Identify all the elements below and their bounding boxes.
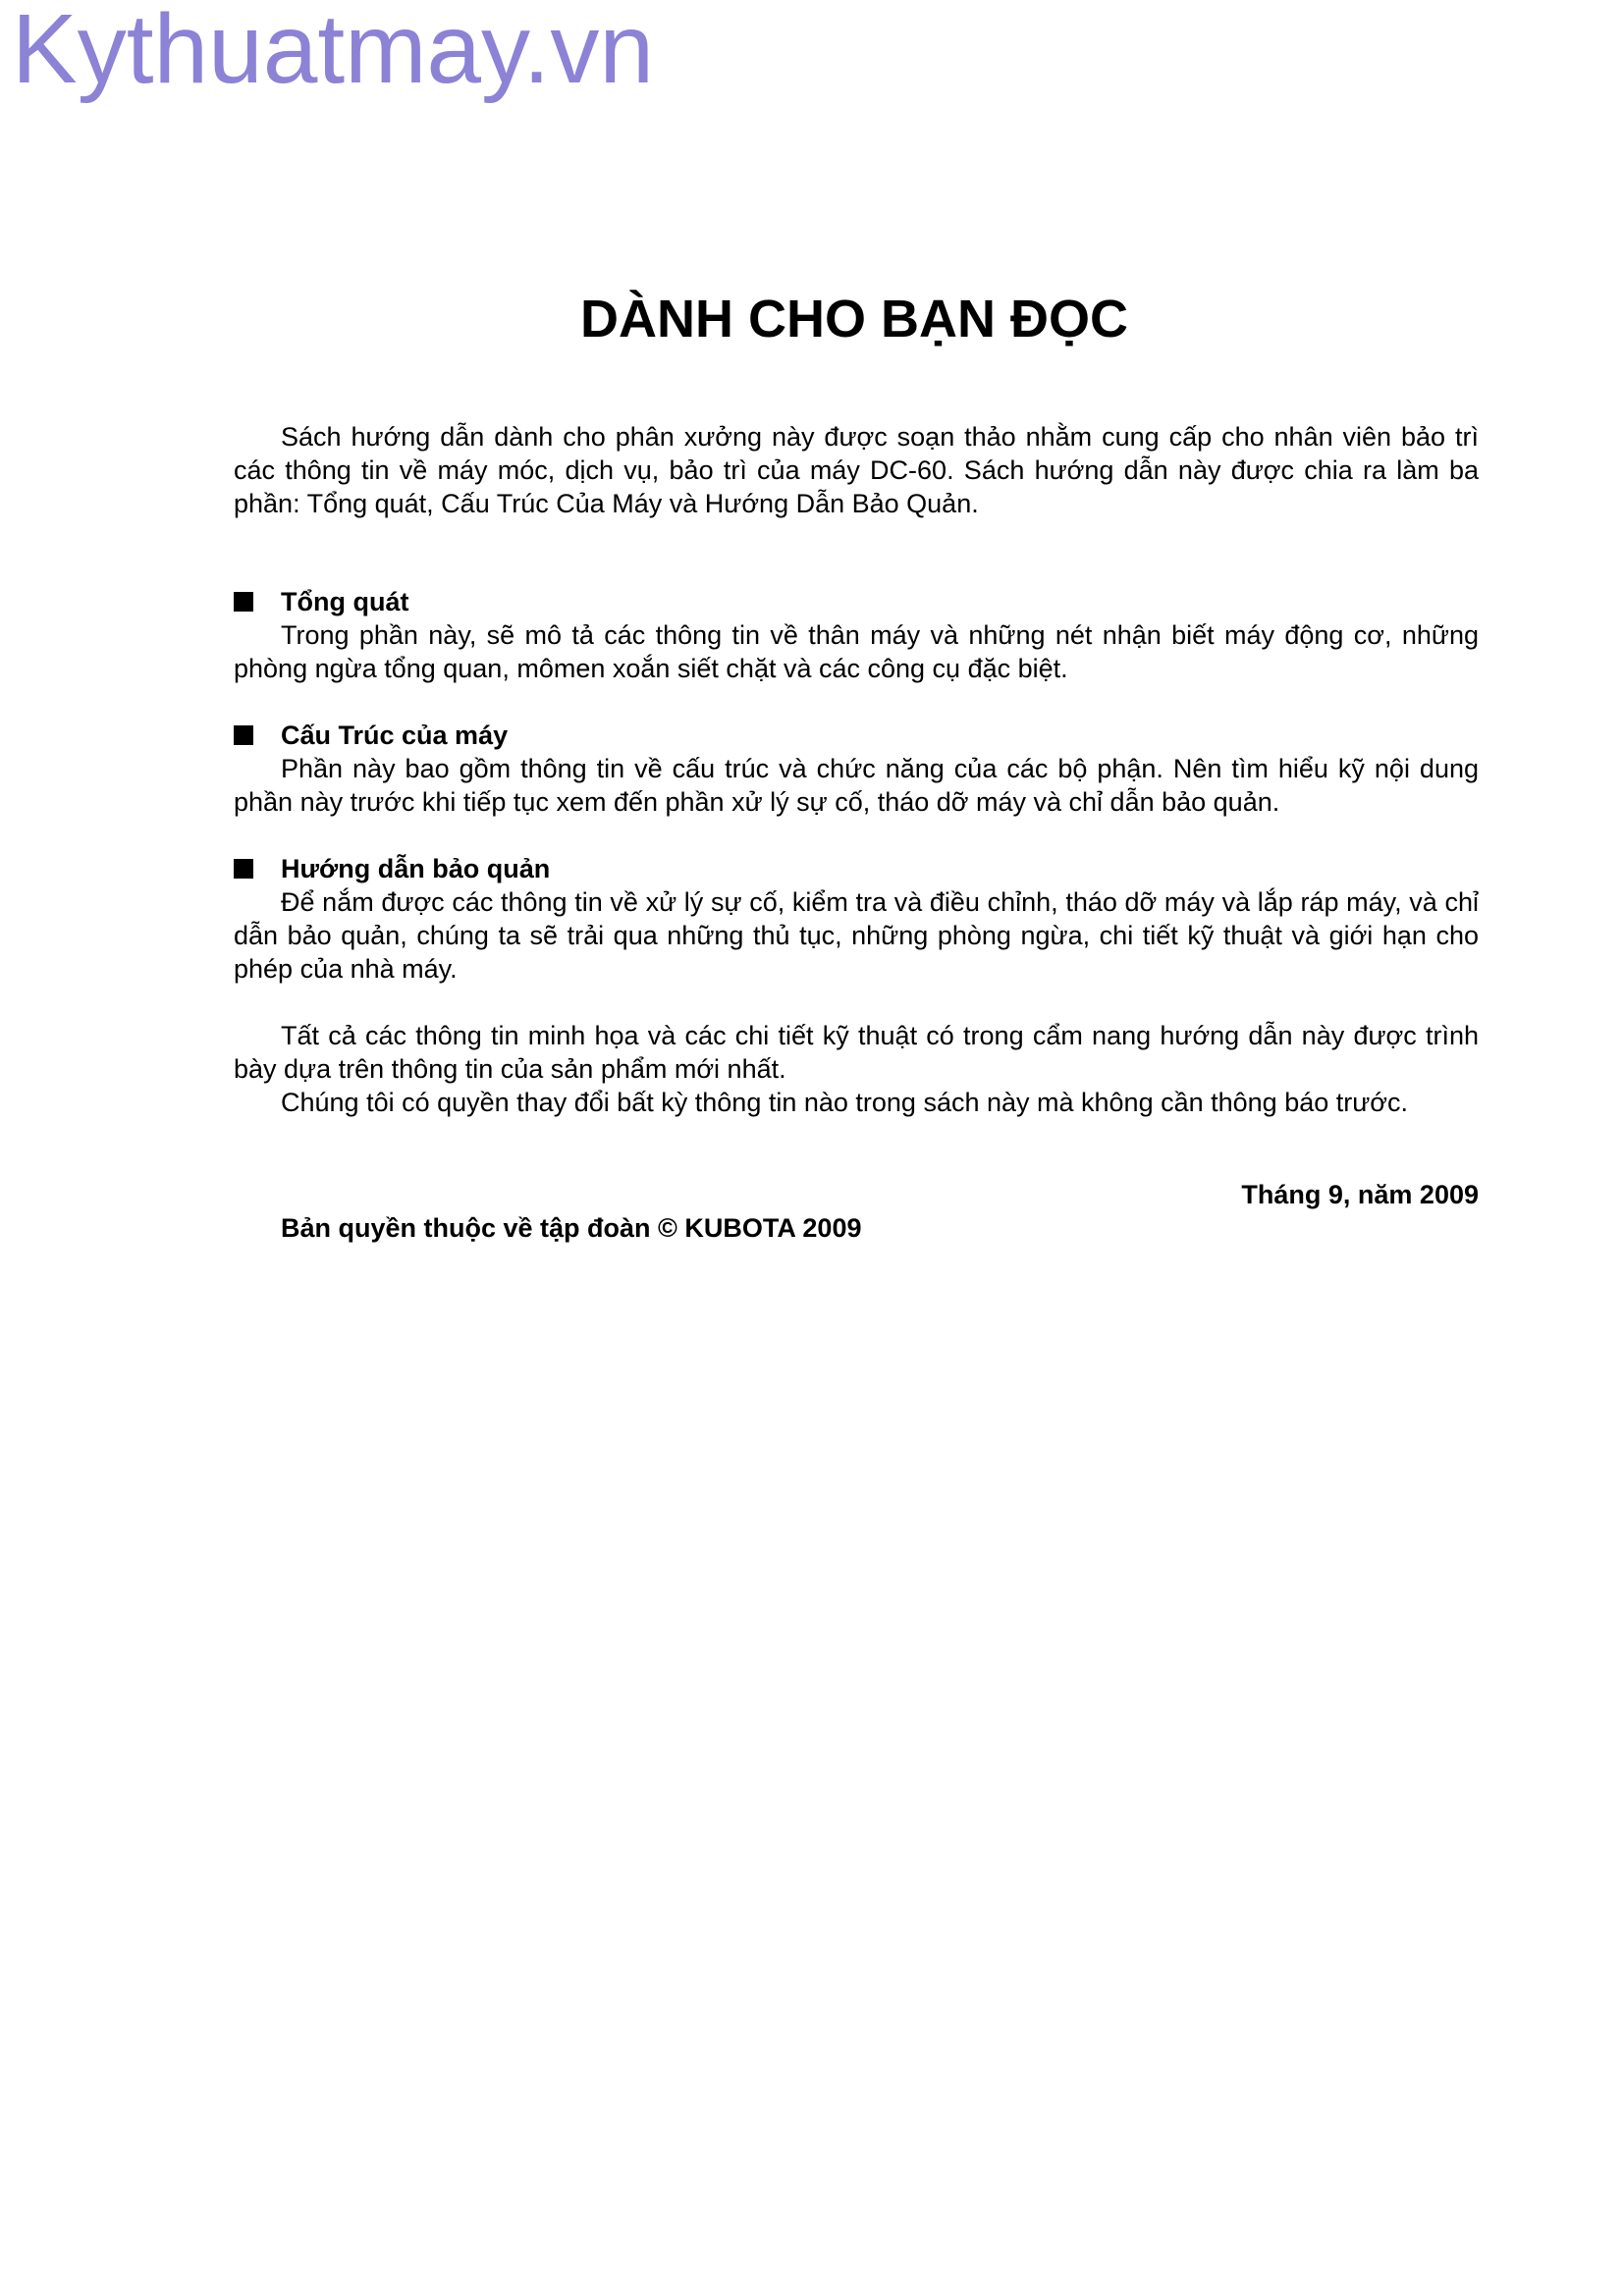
section-heading bbox=[234, 719, 1479, 752]
section-heading bbox=[234, 852, 1479, 885]
intro-paragraph: Sách hướng dẫn dành cho phân xưởng này được soạn thảo nhằm cung cấp cho nhân viên bảo trì các thông tin về máy móc, dịch vụ, bảo trì của máy DC-60. Sách hướng dẫn này được chia ra làm ba phần: Tổng quát, Cấu Trúc Của Máy và Hướng Dẫn Bảo Quản. bbox=[234, 422, 1479, 518]
watermark-logo: Kythuatmay.vn bbox=[12, 0, 655, 104]
section-general bbox=[234, 585, 1479, 685]
publication-date: Tháng 9, năm 2009 bbox=[1241, 1180, 1479, 1209]
document-body bbox=[234, 420, 1479, 1119]
section-heading-text: Cấu Trúc của máy bbox=[281, 721, 509, 750]
square-bullet-icon bbox=[234, 592, 253, 612]
section-body: Để nắm được các thông tin về xử lý sự cố, kiểm tra và điều chỉnh, tháo dỡ máy và lắp ráp máy, và chỉ dẫn bảo quản, chúng ta sẽ trải qua những thủ tục, những phòng ngừa, chi tiết kỹ thuật và giới hạn cho phép của nhà máy. bbox=[234, 887, 1479, 984]
closing-paragraph: Tất cả các thông tin minh họa và các chi tiết kỹ thuật có trong cẩm nang hướng dẫn này được trình bày dựa trên thông tin của sản phẩm mới nhất. bbox=[234, 1021, 1479, 1084]
closing-paragraph: Chúng tôi có quyền thay đổi bất kỳ thông tin nào trong sách này mà không cần thông báo trước. bbox=[281, 1088, 1409, 1117]
square-bullet-icon bbox=[234, 725, 253, 745]
square-bullet-icon bbox=[234, 859, 253, 879]
section-heading-text: Hướng dẫn bảo quản bbox=[281, 854, 551, 883]
section-heading bbox=[234, 585, 1479, 618]
footer bbox=[234, 1178, 1479, 1245]
copyright-notice: Bản quyền thuộc về tập đoàn © KUBOTA 2009 bbox=[281, 1213, 862, 1243]
section-body: Trong phần này, sẽ mô tả các thông tin về thân máy và những nét nhận biết máy động cơ, những phòng ngừa tổng quan, mômen xoắn siết chặt và các công cụ đặc biệt. bbox=[234, 620, 1479, 683]
section-structure bbox=[234, 719, 1479, 819]
section-body: Phần này bao gồm thông tin về cấu trúc và chức năng của các bộ phận. Nên tìm hiểu kỹ nội dung phần này trước khi tiếp tục xem đến phần xử lý sự cố, tháo dỡ máy và chỉ dẫn bảo quản. bbox=[234, 754, 1479, 817]
section-maintenance bbox=[234, 852, 1479, 986]
page-title: DÀNH CHO BẠN ĐỌC bbox=[580, 290, 1128, 348]
section-heading-text: Tổng quát bbox=[281, 587, 409, 616]
